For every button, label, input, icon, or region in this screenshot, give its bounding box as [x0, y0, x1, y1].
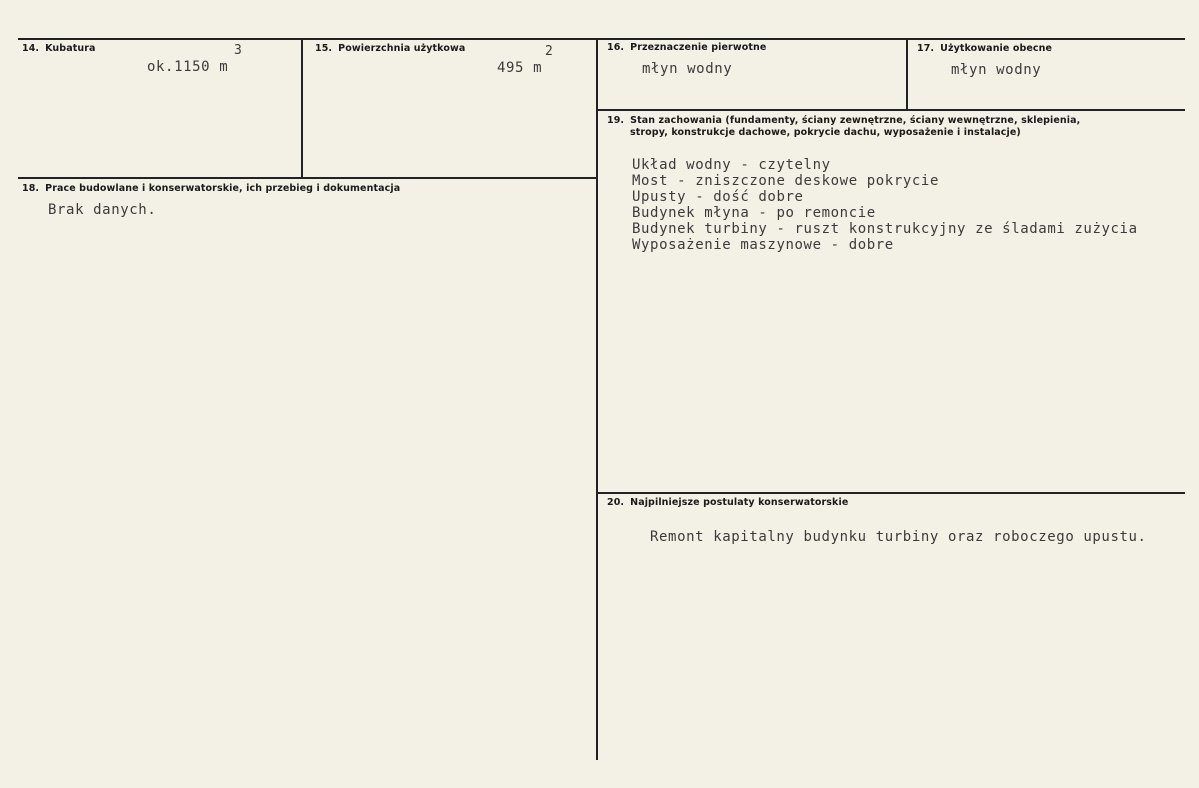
field-20-number: 20. [607, 497, 625, 508]
field-15-exponent: 2 [545, 44, 553, 59]
field-18-value: Brak danych. [48, 202, 157, 218]
field-20-title: Najpilniejsze postulaty konserwatorskie [630, 497, 849, 508]
field-16-value: młyn wodny [642, 61, 733, 77]
condition-line: Budynek turbiny - ruszt konstrukcyjny ze śladami zużycia [632, 221, 1138, 237]
condition-line: Upusty - dość dobre [632, 189, 804, 205]
condition-line: Układ wodny - czytelny [632, 157, 831, 173]
field-15-label [315, 43, 465, 54]
field-15-number: 15. [315, 43, 333, 54]
field-17-value: młyn wodny [951, 62, 1042, 78]
rule-above-20 [598, 492, 1185, 494]
field-19-number: 19. [607, 115, 625, 126]
divider-14-15 [301, 38, 303, 178]
divider-16-17 [906, 38, 908, 110]
field-18-number: 18. [22, 183, 40, 194]
top-rule [18, 38, 596, 40]
field-19-title-line1: Stan zachowania (fundamenty, ściany zewnętrzne, ściany wewnętrzne, sklepienia, [630, 115, 1081, 126]
condition-line: Most - zniszczone deskowe pokrycie [632, 173, 939, 189]
field-18-label [22, 183, 400, 194]
field-20-label [607, 497, 848, 508]
top-rule-right [598, 38, 1185, 40]
field-19-label [607, 115, 1080, 126]
field-15-title: Powierzchnia użytkowa [338, 43, 466, 54]
rule-above-18 [18, 177, 598, 179]
field-14-title: Kubatura [45, 43, 96, 54]
field-14-label [22, 43, 96, 54]
rule-above-19 [598, 109, 1185, 111]
field-15-value: 495 m [497, 60, 543, 76]
field-17-number: 17. [917, 43, 935, 54]
field-17-title: Użytkowanie obecne [940, 43, 1053, 54]
field-14-value: ok.1150 m [147, 59, 229, 75]
field-19-label-line2: stropy, konstrukcje dachowe, pokrycie dachu, wyposażenie i instalacje) [630, 127, 1021, 138]
condition-line: Budynek młyna - po remoncie [632, 205, 876, 221]
field-18-title: Prace budowlane i konserwatorskie, ich przebieg i dokumentacja [45, 183, 401, 194]
field-19-condition-list [632, 157, 1138, 253]
field-14-number: 14. [22, 43, 40, 54]
field-16-title: Przeznaczenie pierwotne [630, 42, 767, 53]
condition-line: Wyposażenie maszynowe - dobre [632, 237, 894, 253]
field-17-label [917, 43, 1052, 54]
field-16-number: 16. [607, 42, 625, 53]
main-vertical-divider [596, 38, 598, 760]
field-14-exponent: 3 [234, 43, 242, 58]
field-16-label [607, 42, 766, 53]
field-20-value: Remont kapitalny budynku turbiny oraz roboczego upustu. [650, 529, 1147, 545]
